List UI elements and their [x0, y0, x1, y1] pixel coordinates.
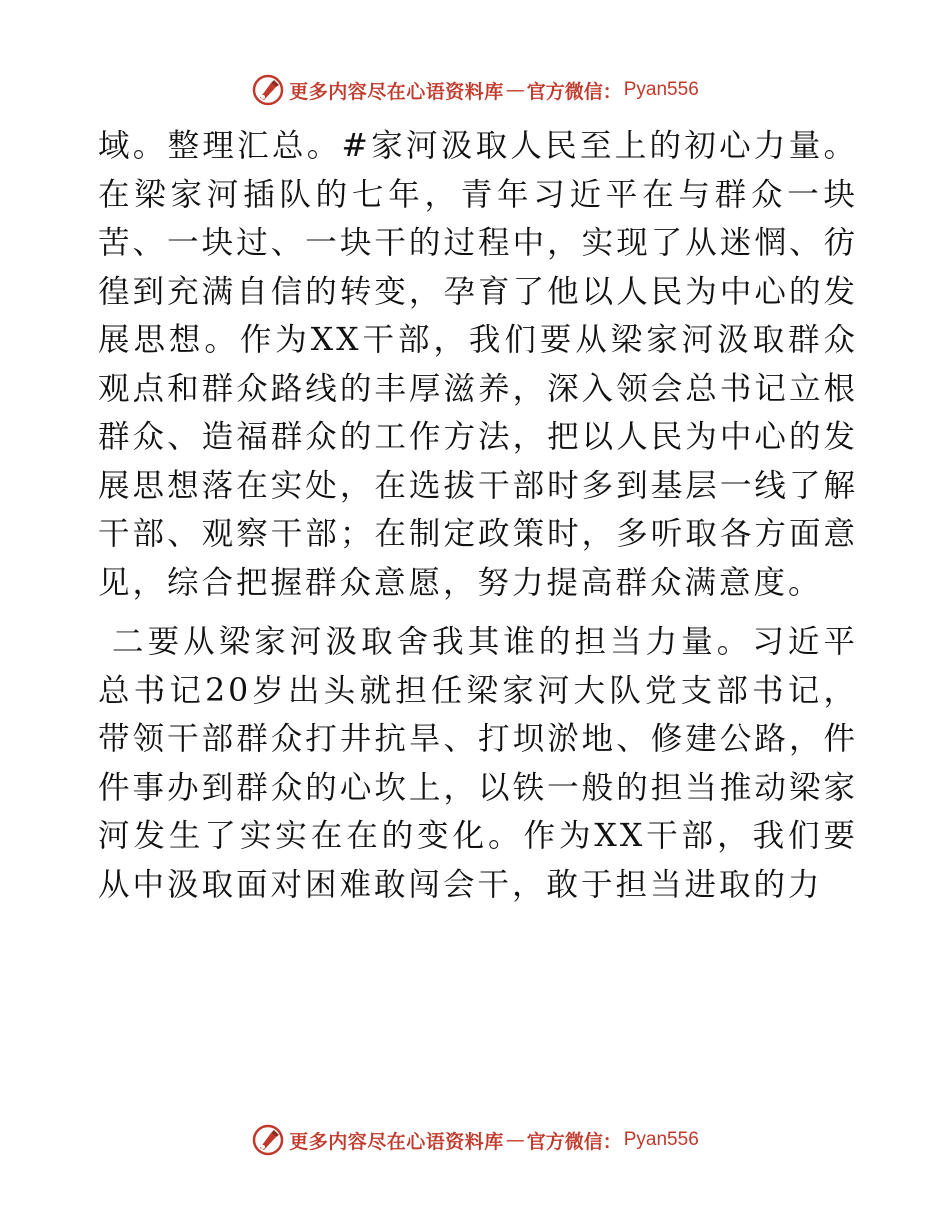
pen-nib-logo-icon	[251, 1123, 285, 1157]
document-body	[98, 122, 858, 909]
header-watermark	[0, 70, 950, 110]
footer-watermark	[0, 1120, 950, 1160]
watermark-wechat-id: Pyan556	[623, 1129, 699, 1150]
watermark-wechat-id: Pyan556	[623, 79, 699, 100]
watermark-label: 官方微信：	[526, 1130, 622, 1153]
watermark-separator: —	[505, 79, 525, 101]
watermark-label: 官方微信：	[526, 80, 622, 103]
watermark-separator: —	[505, 1129, 525, 1151]
paragraph: 域。整理汇总。#家河汲取人民至上的初心力量。在梁家河插队的七年，青年习近平在与群众一块苦、一块过、一块干的过程中，实现了从迷惘、彷徨到充满自信的转变，孕育了他以人民为中心的发展思想。作为XX干部，我们要从梁家河汲取群众观点和群众路线的丰厚滋养，深入领会总书记立根群众、造福群众的工作方法，把以人民为中心的发展思想落在实处，在选拔干部时多到基层一线了解干部、观察干部；在制定政策时，多听取各方面意见，综合把握群众意愿，努力提高群众满意度。	[98, 128, 858, 601]
paragraph: 二要从梁家河汲取舍我其谁的担当力量。习近平总书记20岁出头就担任梁家河大队党支部书记，带领干部群众打井抗旱、打坝淤地、修建公路，件件事办到群众的心坎上，以铁一般的担当推动梁家河发生了实实在在的变化。作为XX干部，我们要从中汲取面对困难敢闯会干，敢于担当进取的力	[98, 624, 858, 903]
pen-nib-logo-icon	[251, 73, 285, 107]
watermark-text: 更多内容尽在心语资料库	[289, 80, 504, 103]
watermark-text: 更多内容尽在心语资料库	[289, 1130, 504, 1153]
